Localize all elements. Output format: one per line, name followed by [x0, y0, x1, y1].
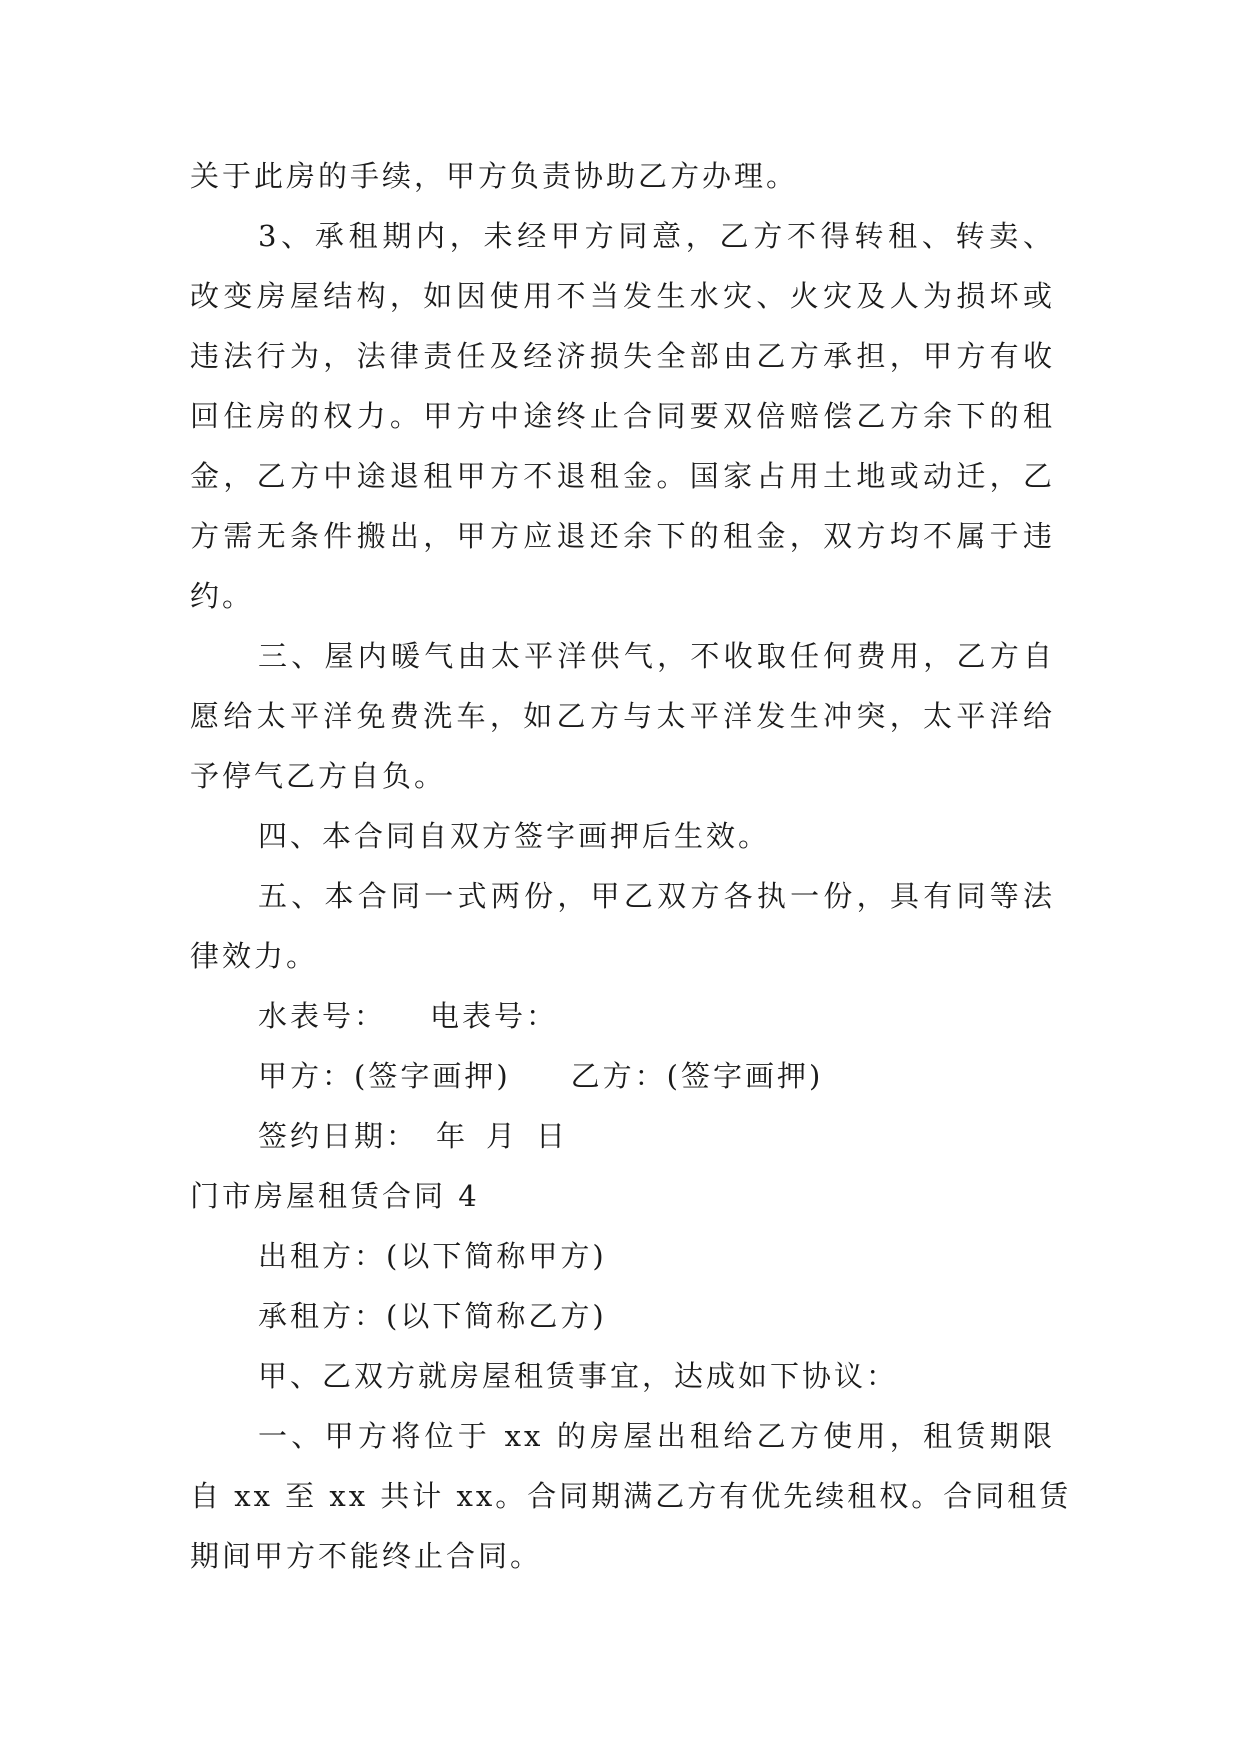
paragraph-line: 五、本合同一式两份，甲乙双方各执一份，具有同等法 [258, 879, 1055, 913]
paragraph-line: 约。 [190, 579, 255, 613]
paragraph-line: 违法行为，法律责任及经济损失全部由乙方承担，甲方有收 [190, 339, 1055, 373]
paragraph-line: 关于此房的手续，甲方负责协助乙方办理。 [190, 159, 799, 193]
sign-date-month: 月 [486, 1119, 519, 1153]
water-meter-label: 水表号： [258, 999, 387, 1033]
paragraph-line: 回住房的权力。甲方中途终止合同要双倍赔偿乙方余下的租 [190, 399, 1055, 433]
sign-date-year: 年 [436, 1119, 469, 1153]
clause-line: 期间甲方不能终止合同。 [190, 1539, 543, 1573]
agreement-line: 甲、乙双方就房屋租赁事宜，达成如下协议： [258, 1359, 899, 1393]
party-b-signature: 乙方：(签字画押) [570, 1059, 824, 1093]
party-a-signature: 甲方：(签字画押) [258, 1059, 511, 1093]
contract-title: 门市房屋租赁合同 4 [190, 1179, 480, 1213]
electric-meter-label: 电表号： [430, 999, 559, 1033]
paragraph-line: 三、屋内暖气由太平洋供气，不收取任何费用，乙方自 [258, 639, 1055, 673]
paragraph-line: 予停气乙方自负。 [190, 759, 447, 793]
paragraph-line: 律效力。 [190, 939, 319, 973]
clause-line: 一、甲方将位于 xx 的房屋出租给乙方使用，租赁期限 [258, 1419, 1055, 1453]
sign-date-line [190, 1116, 1055, 1176]
clause-line: 自 xx 至 xx 共计 xx。合同期满乙方有优先续租权。合同租赁 [190, 1479, 1072, 1513]
paragraph-line: 四、本合同自双方签字画押后生效。 [258, 819, 771, 853]
meter-numbers [190, 996, 1055, 1056]
sign-date-label: 签约日期： [258, 1119, 419, 1153]
paragraph-line: 3、承租期内，未经甲方同意，乙方不得转租、转卖、 [258, 219, 1055, 253]
signature-line [190, 1056, 1055, 1116]
paragraph-line: 金，乙方中途退租甲方不退租金。国家占用土地或动迁，乙 [190, 459, 1055, 493]
sign-date-day: 日 [536, 1119, 569, 1153]
lessor-line: 出租方：(以下简称甲方) [258, 1239, 607, 1273]
paragraph-line: 改变房屋结构，如因使用不当发生水灾、火灾及人为损坏或 [190, 279, 1055, 313]
document-page [190, 156, 1072, 1596]
lessee-line: 承租方：(以下简称乙方) [258, 1299, 607, 1333]
paragraph-line: 方需无条件搬出，甲方应退还余下的租金，双方均不属于违 [190, 519, 1055, 553]
paragraph-line: 愿给太平洋免费洗车，如乙方与太平洋发生冲突，太平洋给 [190, 699, 1055, 733]
